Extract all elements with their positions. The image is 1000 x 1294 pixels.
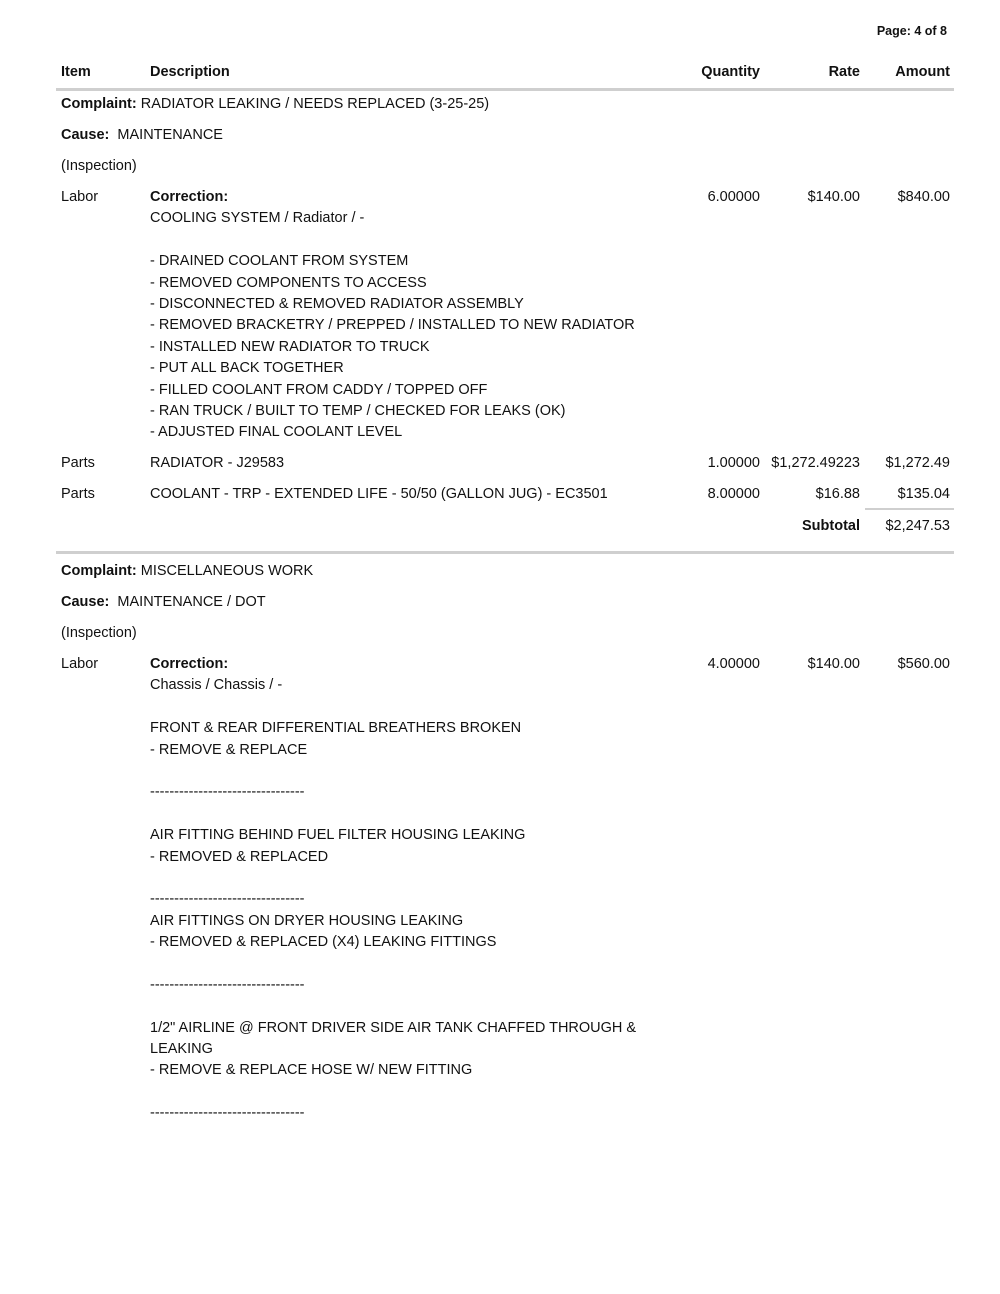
part-description: COOLANT - TRP - EXTENDED LIFE - 50/50 (GALLON JUG) - EC3501 — [150, 486, 608, 502]
correction-line: - FILLED COOLANT FROM CADDY / TOPPED OFF — [150, 381, 488, 398]
cause-row — [61, 592, 266, 613]
complaint-text: RADIATOR LEAKING / NEEDS REPLACED (3-25-25) — [140, 96, 490, 112]
cause-row — [61, 125, 223, 146]
part-amount: $1,272.49 — [885, 455, 950, 471]
correction-label: Correction: — [150, 189, 229, 205]
correction-line — [150, 953, 636, 974]
complaint-label: Complaint: — [61, 96, 137, 112]
header-item: Item — [61, 64, 91, 80]
correction-line: - INSTALLED NEW RADIATOR TO TRUCK — [150, 338, 430, 355]
header-quantity: Quantity — [701, 64, 760, 80]
complaint-row — [61, 561, 313, 582]
subtotal-rule — [865, 508, 954, 510]
correction-line: AIR FITTING BEHIND FUEL FILTER HOUSING LEAKING — [150, 827, 526, 844]
header-amount: Amount — [895, 64, 950, 80]
correction-line: - REMOVED COMPONENTS TO ACCESS — [150, 274, 427, 291]
correction-line — [150, 868, 636, 889]
correction-line: -------------------------------- — [150, 891, 305, 908]
correction-line: -------------------------------- — [150, 1105, 305, 1122]
correction-line: - REMOVE & REPLACE — [150, 741, 308, 758]
correction-line: - REMOVED BRACKETRY / PREPPED / INSTALLED TO NEW RADIATOR — [150, 317, 635, 334]
correction-line: - PUT ALL BACK TOGETHER — [150, 360, 344, 377]
correction-block — [150, 654, 636, 1125]
correction-line: COOLING SYSTEM / Radiator / - — [150, 210, 365, 227]
header-rate: Rate — [828, 64, 860, 80]
complaint-row — [61, 94, 489, 115]
line-item-type: Labor — [61, 656, 99, 672]
labor-quantity: 6.00000 — [707, 189, 760, 205]
cause-label: Cause: — [61, 594, 110, 610]
correction-line: 1/2" AIRLINE @ FRONT DRIVER SIDE AIR TANK CHAFFED THROUGH & — [150, 1019, 637, 1036]
line-item-type: Parts — [61, 455, 95, 471]
correction-line: - REMOVED & REPLACED — [150, 848, 329, 865]
correction-line: - REMOVE & REPLACE HOSE W/ NEW FITTING — [150, 1062, 473, 1079]
correction-line: - REMOVED & REPLACED (X4) LEAKING FITTINGS — [150, 934, 497, 951]
cause-text: MAINTENANCE — [117, 127, 223, 143]
table-header — [56, 64, 954, 91]
correction-label: Correction: — [150, 656, 229, 672]
cause-label: Cause: — [61, 127, 110, 143]
subtotal-label: Subtotal — [802, 518, 860, 534]
correction-line: -------------------------------- — [150, 784, 305, 801]
inspection-label: (Inspection) — [61, 158, 137, 174]
correction-line: LEAKING — [150, 1041, 213, 1058]
inspection-label: (Inspection) — [61, 625, 137, 641]
correction-line: AIR FITTINGS ON DRYER HOUSING LEAKING — [150, 912, 464, 929]
correction-line — [150, 761, 636, 782]
part-amount: $135.04 — [897, 486, 950, 502]
header-description: Description — [150, 64, 230, 80]
line-item-type: Parts — [61, 486, 95, 502]
correction-line: - DRAINED COOLANT FROM SYSTEM — [150, 253, 409, 270]
section-divider — [56, 551, 954, 554]
part-description: RADIATOR - J29583 — [150, 455, 285, 471]
part-rate: $16.88 — [815, 486, 860, 502]
line-item-type: Labor — [61, 189, 99, 205]
labor-rate: $140.00 — [807, 189, 860, 205]
correction-line: Chassis / Chassis / - — [150, 677, 283, 694]
correction-line — [150, 1082, 636, 1103]
correction-line — [150, 697, 636, 718]
correction-line — [150, 996, 636, 1017]
correction-line — [150, 804, 636, 825]
part-quantity: 8.00000 — [707, 486, 760, 502]
page-number: Page: 4 of 8 — [876, 24, 947, 38]
correction-line: -------------------------------- — [150, 976, 305, 993]
labor-amount: $560.00 — [897, 656, 950, 672]
complaint-label: Complaint: — [61, 563, 137, 579]
part-quantity: 1.00000 — [707, 455, 760, 471]
labor-rate: $140.00 — [807, 656, 860, 672]
correction-line: - RAN TRUCK / BUILT TO TEMP / CHECKED FOR LEAKS (OK) — [150, 402, 566, 419]
correction-block — [150, 187, 635, 444]
part-rate: $1,272.49223 — [771, 455, 860, 471]
cause-text: MAINTENANCE / DOT — [117, 594, 266, 610]
correction-line: FRONT & REAR DIFFERENTIAL BREATHERS BROKEN — [150, 720, 522, 737]
subtotal-amount: $2,247.53 — [885, 518, 950, 534]
correction-line: - ADJUSTED FINAL COOLANT LEVEL — [150, 424, 403, 441]
correction-line — [150, 230, 635, 251]
labor-quantity: 4.00000 — [707, 656, 760, 672]
labor-amount: $840.00 — [897, 189, 950, 205]
correction-line: - DISCONNECTED & REMOVED RADIATOR ASSEMBLY — [150, 295, 524, 312]
complaint-text: MISCELLANEOUS WORK — [140, 563, 314, 579]
